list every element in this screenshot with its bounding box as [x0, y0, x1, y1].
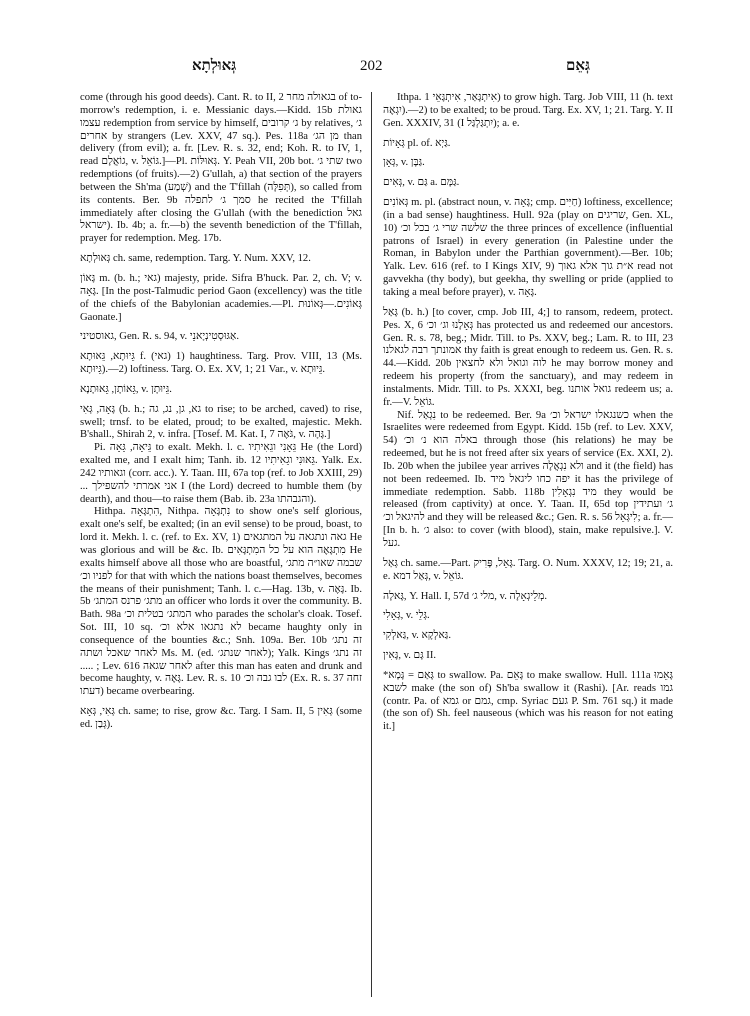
entry-subsection: Pi. גֵּיאָה, גֵּאָה to exalt. Mekh. l. c. גֵּאָנִי וגֵאִיתִיו He (the Lord) exalted me, and I exalt him; Tanh. ib. 12 גֵּאוּנִי וגֵאִיתִיו. Yalk. Ex. 242 וגאותיו (corr. acc.). Y. Taan. III, 67a top (ref. to Job XXIII, 29) ... אני אמרתי להשפילך I (the Lord) decreed to humble them (by dearth), and thou—to raise them (Bab. ib. 23a והגבהתו).: [80, 442, 363, 505]
dictionary-entry: *גָּאַם = גָּמָא to swallow. Pa. גָּאֵם to make swallow. Hull. 111a גָּאֵמוּ לשבא make (the son of) Sh'ba swallow it (Rashi). [Ar. reads גמו (contr. Pa. of גמא or גמם, cmp. Syriac געם P. Sm. 761 sq.) it made (the son of) Sh. feel nauseous (which was his reason for not eating it.]: [383, 669, 673, 733]
dictionary-entry: גַּאלְקִי, v. גַּאלְקָא.: [383, 630, 451, 642]
dictionary-entry: גְּאוֹנִים m. pl. (abstract noun, v. גָּאָה; cmp. חַיִּים) loftiness, excellence; (in a bad sense) haughtiness. Hull. 92a (play on שריגים, Gen. XL, 10) שלשה שרי ג׳ בכל וכ׳ the three princes of excellence (influential patrons of Israel) in every generation (in Palestine under the Roman, in Babylon under the Parthian government).—Ber. 10b; Yalk. Lev. 616 (ref. to I Kings XIV, 9) א״ת גוך אלא גאוך read not gavvekha (thy body), but geekha, thy swelling or pride (applied to taking a meal before prayer), v. גָּאָה.: [383, 197, 673, 298]
column-divider: [371, 92, 372, 997]
dictionary-entry: גָּאִין, v. גָּם II.: [383, 650, 437, 662]
dictionary-entry: גְּאוּלְתָא ch. same, redemption. Targ. Y. Num. XXV, 12.: [80, 253, 311, 265]
dictionary-entry: גָּאלָה, Y. Hall. I, 57d מלי ג׳, v. מְלֵיגְאָלָה.: [383, 590, 548, 602]
dictionary-entry: גָּאוֹן m. (b. h.; גאי) majesty, pride. Sifra B'huck. Par. 2, ch. V; v. גָּאָה. [In the post-Talmudic period Gaon (excellency) was the title of the chiefs of the Babylonian academies.—Pl. גְּאוֹנִים.—גְּאוֹנוּת Gaonate.]: [80, 272, 362, 323]
dictionary-entry: גְּאַל ch. same.—Part. גָּאֵל, פָּרִיק. Targ. O. Num. XXXV, 12; 19; 21, a. e. גְּאַל דמא, v. גּוֹאֵל.: [383, 557, 673, 582]
dictionary-entry: גְּאָן, v. גַּבָּן.: [383, 157, 425, 169]
running-head-left: גְּאוּלְתָא: [192, 58, 237, 74]
running-head-right: גְּאֵם: [566, 58, 590, 74]
right-column: [383, 92, 673, 734]
page-number: 202: [360, 58, 383, 74]
dictionary-entry: גְּאִים, v. גַּם a. גַּמָּם.: [383, 177, 460, 189]
entry-subsection: Ithpa. אִיתְגָּאַר, אִיתְגָּאֵי 1) to grow high. Targ. Job VIII, 11 (h. text יִגְאֶה).—2) to be exalted; to be proud. Targ. Ex. XV, 1; 21. Targ. Y. II Gen. XXXIV, 31 (I יִתְגַּלְגַּל); a. e.: [383, 92, 673, 129]
dictionary-entry: גֵּיוּתָא, גֵּאוּתָא f. (גאי) 1) haughtiness. Targ. Prov. VIII, 13 (Ms. גֵּיוּתָא).—2) loftiness. Targ. O. Ex. XV, 1; 21 Var., v. גֵּיוּתָא.: [80, 351, 362, 376]
dictionary-entry: גאוסטיני, Gen. R. s. 94, v. אַגּוּסְטִינְיָאנֵי.: [80, 331, 240, 343]
entry-subsection: Hithpa. הִתְגָּאָה, Nithpa. נִתְגָּאָה to show one's self glorious, exalt one's self, be exalted; (in an evil sense) to be proud, boast, to lord it. Mekh. l. c. (ref. to Ex. XV, 1) גאה ונתגאה על המתגאים He was glorious and will be &c. Ib. מִתְגָּאֶה הוא על כל המִתְגָּאִים He exalts himself above all those who are boastful, שבמה שאו״ה מתג׳ לפניו וכ׳ for that with which the nations boast themselves, becomes the means of their punishment; Tanh. l. c.—Hag. 13b, v. גָּאֶה. Ib. 5b מתג׳ פרנס המתג׳ an officer who lords it over the community. B. Bath. 98a המתג׳ בטלית וכ׳ who parades the scholar's cloak. Tosef. Sot. III, 10 sq. לא נתגאו אלא וכ׳ became haughty only in consequence of the bounties &c.; Snh. 109a. Ber. 10b זה נתג׳ לאחר שאכל ושתה Ms. M. (ed. לאחר שנתג׳); Yalk. Kings זה נתג׳ ..... ; Lev. 616 לאחר שגאה after this man has eaten and drunk and become haughty, v. גָּאֶה. Lev. R. s. 10 לבו גבה וכ׳ (Ex. R. s. 37 זחה דעתו) became overbearing.: [80, 506, 363, 698]
entry-continuation: come (through his good deeds). Cant. R. to II, 2 בגאולה מחר of to-morrow's redemption, i. e. Messianic days.—Kidd. 15b גאולת עצמו redemption from service by himself, ג׳ קרובים by relatives, ג׳ אחרים by strangers (Lev. XXV, 47 sq.). Pes. 118a מן הג׳ than delivery (from evil); a. fr. [Lev. R. s. 32, end; Koh. R. to IV, 1, read גוֹאֲלָם, v. גּוֹאֵל.]—Pl. גְּאוּלּוֹת. Y. Peah VII, 20b bot. שתי ג׳ two redemptions (of fruits).—2) G'ullah, a) that section of the prayers between the Sh'ma (שְׁמַע) and the T'fillah (תְּפִלָּה), so called from its contents. Ber. 9b סמך ג׳ לתפלה he recited the T'fillah immediately after closing the G'ullah (with the benediction גאל ישראל). Ib. 4b; a. fr.—b) the seventh benediction of the T'fillah, prayer for redemption. Meg. 17b.: [80, 92, 363, 245]
dictionary-entry: גָּאַל (b. h.) [to cover, cmp. Job III, 4;] to ransom, redeem, protect. Pes. X, 6 גְּאָלָנוּ וג׳ וכ׳ has protected us and redeemed our ancestors. Gen. R. s. 78, beg.; Midr. Till. to Ps. XXV, beg.; Lam. R. to III, 23 אמונתך רבה לגאלנו thy faith is great enough to redeem us. Gen. R. s. 44.—Kidd. 20b לוה וגואל ולא לחצאין he may borrow money and redeem his property (from the sanctuary), and may redeem in instalments. Midr. Till. to Ps. XXXI, beg. גואל אותנו redeem us; a. fr.—V. גּוֹאֵל.: [383, 306, 674, 408]
page-header: [80, 58, 670, 78]
dictionary-entry: גְּאָלִי, v. גְּלֵי.: [383, 610, 430, 622]
dictionary-entry: גֵּאוֹתָן, גֵּאוּתָנָא, v. גֵּיוּתָן.: [80, 383, 172, 395]
entry-subsection: Nif. נִגְאַל to be redeemed. Ber. 9a כשנגאלו ישראל וכ׳ when the Israelites were redeemed from Egypt. Kidd. 15b (ref. to Lev. XXV, 54) באלה הוא נ׳ וכ׳ through those (his relations) he may be redeemed, but he is not freed after six years of service (Ex. XXI, 2). Ib. 20b when the jubilee year arrives ולא נִגְאֲלָה and it (the field) has not been redeemed. Ib. יפה כחו ליגאל מיד it has the privilege of immediate redemption. Sabb. 118b מיד נִגְאָלִין they would be released (from captivity) at once. Y. Taan. II, 65d top ג׳ ועתידין להיגאל וכ׳ and they will be released &c.; Gen. R. s. 56 לִיגְּאֵל; a. fr.—[In b. h. ג׳ also: to cover (with blood), stain, make repulsive.]. V. געל.: [383, 409, 674, 549]
left-column: [80, 92, 362, 732]
dictionary-entry: גְּאָיוֹת pl. of. גַּיְא.: [383, 137, 451, 149]
dictionary-entry: גָּאָה, גְּאִי (b. h.; גא, גן, נג, גה to rise; to be arched, caved) to rise, swell; trnsf. to be elated, proud; to be exalted, majestic. Mekh. B'shall., Shirah 2, v. infra. [Tosef. M. Kat. I, 7 גֹּאֶה, v. גָּהָה.]: [80, 403, 362, 441]
dictionary-entry: גְּאִי, גְּאָא ch. same; to rise, grow &c. Targ. I Sam. II, 5 גְּאִין (some ed. גְּבַן).: [80, 706, 362, 730]
